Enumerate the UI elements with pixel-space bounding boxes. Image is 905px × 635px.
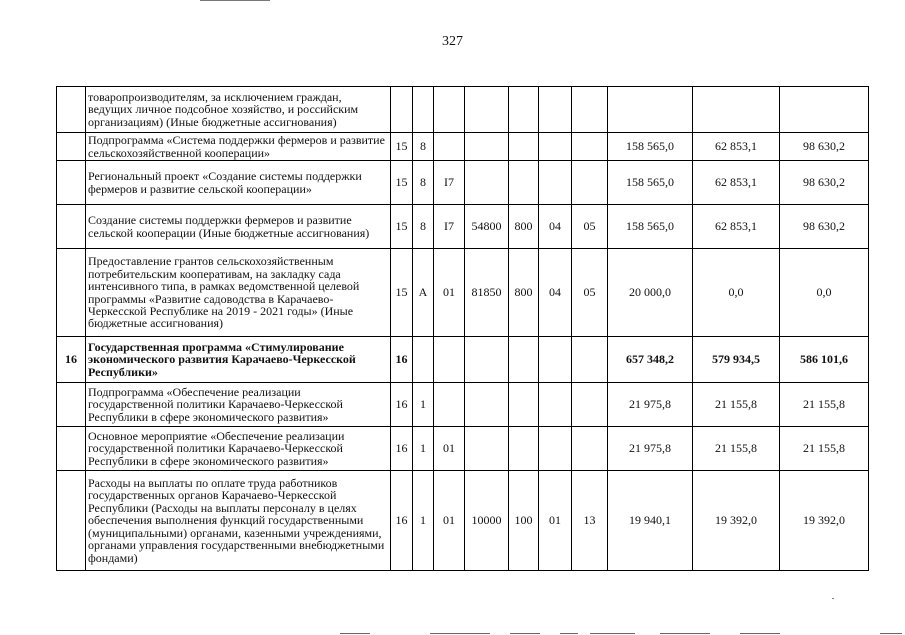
code-cell: 15 — [391, 249, 413, 337]
code-cell — [539, 337, 572, 383]
amount-cell — [780, 87, 869, 133]
amount-cell: 21 155,8 — [693, 383, 780, 427]
code-cell — [413, 337, 434, 383]
code-cell — [572, 161, 608, 205]
row-number-cell — [57, 471, 86, 571]
code-cell: 04 — [539, 205, 572, 249]
code-cell: 01 — [434, 471, 465, 571]
code-cell: 15 — [391, 133, 413, 161]
code-cell: I7 — [434, 161, 465, 205]
code-cell: 16 — [391, 427, 413, 471]
code-cell: 04 — [539, 249, 572, 337]
amount-cell: 21 975,8 — [608, 427, 693, 471]
code-cell — [509, 427, 539, 471]
code-cell: 100 — [509, 471, 539, 571]
amount-cell: 0,0 — [780, 249, 869, 337]
amount-cell: 62 853,1 — [693, 161, 780, 205]
table-row — [57, 427, 869, 471]
item-name-cell: товаропроизводителям, за исключением граждан, ведущих личное подсобное хозяйство, и российским организациям) (Иные бюджетные ассигнования) — [86, 87, 391, 133]
amount-cell: 21 975,8 — [608, 383, 693, 427]
amount-cell: 657 348,2 — [608, 337, 693, 383]
code-cell — [572, 383, 608, 427]
code-cell: 54800 — [465, 205, 509, 249]
item-name-cell: Предоставление грантов сельскохозяйственным потребительским кооперативам, на закладку сада интенсивного типа, в рамках ведомственной целевой программы «Развитие садоводства в Карачаево-Черкесской Республике на 2019 - 2021 годы» (Иные бюджетные ассигнования) — [86, 249, 391, 337]
code-cell: 01 — [434, 249, 465, 337]
code-cell: 81850 — [465, 249, 509, 337]
row-number-cell — [57, 249, 86, 337]
amount-cell: 98 630,2 — [780, 161, 869, 205]
code-cell: 13 — [572, 471, 608, 571]
row-number-cell — [57, 161, 86, 205]
code-cell: 10000 — [465, 471, 509, 571]
code-cell — [539, 133, 572, 161]
row-number-cell — [57, 87, 86, 133]
table-row — [57, 337, 869, 383]
code-cell — [572, 427, 608, 471]
page-number: 327 — [442, 34, 463, 49]
code-cell — [572, 133, 608, 161]
item-name-cell: Подпрограмма «Система поддержки фермеров и развитие сельскохозяйственной кооперации» — [86, 133, 391, 161]
top-rule — [200, 0, 270, 1]
item-name-cell: Расходы на выплаты по оплате труда работников государственных органов Карачаево-Черкесской Республики (Расходы на выплаты персоналу в целях обеспечения выполнения функций государственными (муниципальными) органами, казенными учреждениями, органами управления государственными внебюджетными фондами) — [86, 471, 391, 571]
amount-cell — [608, 87, 693, 133]
table-row — [57, 133, 869, 161]
amount-cell: 0,0 — [693, 249, 780, 337]
code-cell: А — [413, 249, 434, 337]
code-cell: 05 — [572, 205, 608, 249]
row-number-cell — [57, 383, 86, 427]
code-cell — [509, 337, 539, 383]
amount-cell: 98 630,2 — [780, 205, 869, 249]
table-row — [57, 383, 869, 427]
code-cell — [572, 87, 608, 133]
amount-cell: 62 853,1 — [693, 133, 780, 161]
code-cell — [434, 133, 465, 161]
amount-cell — [693, 87, 780, 133]
code-cell — [465, 427, 509, 471]
item-name-cell: Создание системы поддержки фермеров и развитие сельской кооперации (Иные бюджетные ассигнования) — [86, 205, 391, 249]
code-cell: 16 — [391, 337, 413, 383]
amount-cell: 21 155,8 — [780, 427, 869, 471]
code-cell — [539, 87, 572, 133]
code-cell — [465, 383, 509, 427]
code-cell: 1 — [413, 471, 434, 571]
item-name-cell: Подпрограмма «Обеспечение реализации государственной политики Карачаево-Черкесской Республики в сфере экономического развития» — [86, 383, 391, 427]
code-cell: 1 — [413, 383, 434, 427]
code-cell — [539, 161, 572, 205]
amount-cell: 62 853,1 — [693, 205, 780, 249]
code-cell: 15 — [391, 205, 413, 249]
amount-cell: 21 155,8 — [780, 383, 869, 427]
table-row — [57, 87, 869, 133]
table-row — [57, 471, 869, 571]
code-cell — [434, 337, 465, 383]
amount-cell: 19 940,1 — [608, 471, 693, 571]
code-cell — [391, 87, 413, 133]
amount-cell: 98 630,2 — [780, 133, 869, 161]
speck — [832, 598, 834, 599]
code-cell: 1 — [413, 427, 434, 471]
code-cell — [434, 383, 465, 427]
item-name-cell: Региональный проект «Создание системы поддержки фермеров и развитие сельской кооперации» — [86, 161, 391, 205]
code-cell — [434, 87, 465, 133]
code-cell — [509, 87, 539, 133]
amount-cell: 19 392,0 — [780, 471, 869, 571]
code-cell — [465, 161, 509, 205]
code-cell — [572, 337, 608, 383]
code-cell: 01 — [539, 471, 572, 571]
table-row — [57, 249, 869, 337]
item-name-cell: Государственная программа «Стимулирование экономического развития Карачаево-Черкесской Республики» — [86, 337, 391, 383]
row-number-cell — [57, 133, 86, 161]
code-cell: 8 — [413, 133, 434, 161]
amount-cell: 586 101,6 — [780, 337, 869, 383]
code-cell: 8 — [413, 205, 434, 249]
table-row — [57, 205, 869, 249]
code-cell: 05 — [572, 249, 608, 337]
amount-cell: 20 000,0 — [608, 249, 693, 337]
code-cell: I7 — [434, 205, 465, 249]
code-cell: 15 — [391, 161, 413, 205]
table-row — [57, 161, 869, 205]
code-cell: 8 — [413, 161, 434, 205]
code-cell — [509, 133, 539, 161]
code-cell — [539, 427, 572, 471]
item-name-cell: Основное мероприятие «Обеспечение реализации государственной политики Карачаево-Черкесской Республики в сфере экономического развития» — [86, 427, 391, 471]
code-cell — [413, 87, 434, 133]
amount-cell: 19 392,0 — [693, 471, 780, 571]
code-cell — [509, 383, 539, 427]
code-cell — [465, 87, 509, 133]
amount-cell: 158 565,0 — [608, 161, 693, 205]
code-cell: 01 — [434, 427, 465, 471]
code-cell — [539, 383, 572, 427]
row-number-cell: 16 — [57, 337, 86, 383]
amount-cell: 579 934,5 — [693, 337, 780, 383]
row-number-cell — [57, 427, 86, 471]
amount-cell: 21 155,8 — [693, 427, 780, 471]
code-cell — [465, 133, 509, 161]
code-cell: 16 — [391, 471, 413, 571]
code-cell: 800 — [509, 205, 539, 249]
code-cell: 16 — [391, 383, 413, 427]
amount-cell: 158 565,0 — [608, 205, 693, 249]
code-cell — [465, 337, 509, 383]
row-number-cell — [57, 205, 86, 249]
amount-cell: 158 565,0 — [608, 133, 693, 161]
code-cell: 800 — [509, 249, 539, 337]
budget-table — [56, 86, 869, 571]
code-cell — [509, 161, 539, 205]
